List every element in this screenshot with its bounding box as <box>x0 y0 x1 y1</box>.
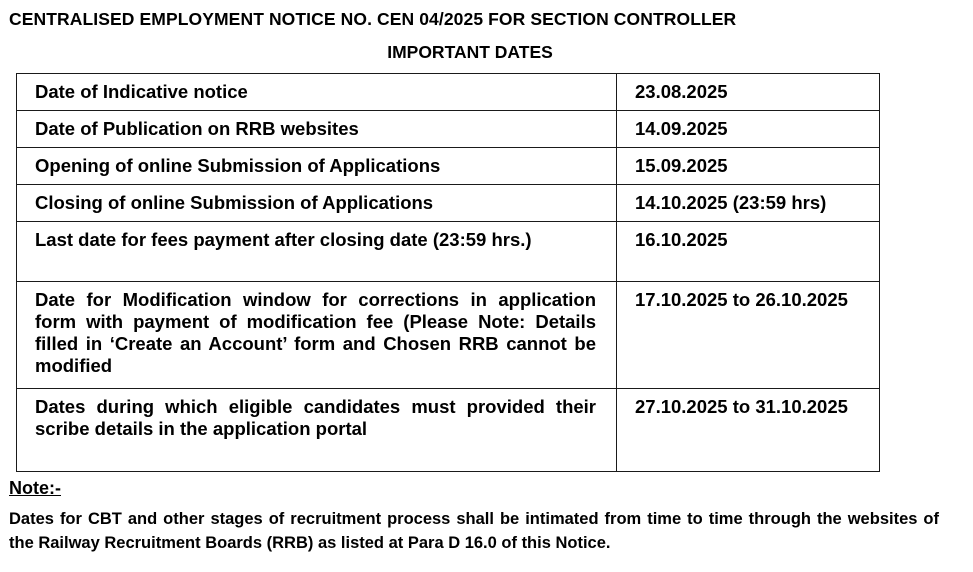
date-cell: 27.10.2025 to 31.10.2025 <box>617 389 880 472</box>
date-cell: 17.10.2025 to 26.10.2025 <box>617 282 880 389</box>
date-cell: 16.10.2025 <box>617 222 880 282</box>
event-cell: Date of Indicative notice <box>17 74 617 111</box>
event-cell: Date for Modification window for corrections in application form with payment of modification fee (Please Note: Details filled in ‘Create an Account’ form and Chosen RRB cannot be modified <box>17 282 617 389</box>
table-row <box>17 148 880 185</box>
table-row <box>17 222 880 282</box>
note-heading: Note:- <box>9 478 61 498</box>
table-row <box>17 389 880 472</box>
important-dates-table <box>16 73 880 472</box>
table-row <box>17 111 880 148</box>
section-title: IMPORTANT DATES <box>387 42 553 62</box>
table-row <box>17 185 880 222</box>
date-cell: 23.08.2025 <box>617 74 880 111</box>
note-text: Dates for CBT and other stages of recruitment process shall be intimated from time to time through the websites of the Railway Recruitment Boards (RRB) as listed at Para D 16.0 of this Notice. <box>9 510 939 552</box>
notice-title: CENTRALISED EMPLOYMENT NOTICE NO. CEN 04/2025 FOR SECTION CONTROLLER <box>9 9 737 29</box>
table-row <box>17 282 880 389</box>
event-cell: Closing of online Submission of Applications <box>17 185 617 222</box>
date-cell: 15.09.2025 <box>617 148 880 185</box>
date-cell: 14.10.2025 (23:59 hrs) <box>617 185 880 222</box>
event-cell: Dates during which eligible candidates must provided their scribe details in the application portal <box>17 389 617 472</box>
table-row <box>17 74 880 111</box>
date-cell: 14.09.2025 <box>617 111 880 148</box>
event-cell: Opening of online Submission of Applications <box>17 148 617 185</box>
event-cell: Last date for fees payment after closing date (23:59 hrs.) <box>17 222 617 282</box>
event-cell: Date of Publication on RRB websites <box>17 111 617 148</box>
